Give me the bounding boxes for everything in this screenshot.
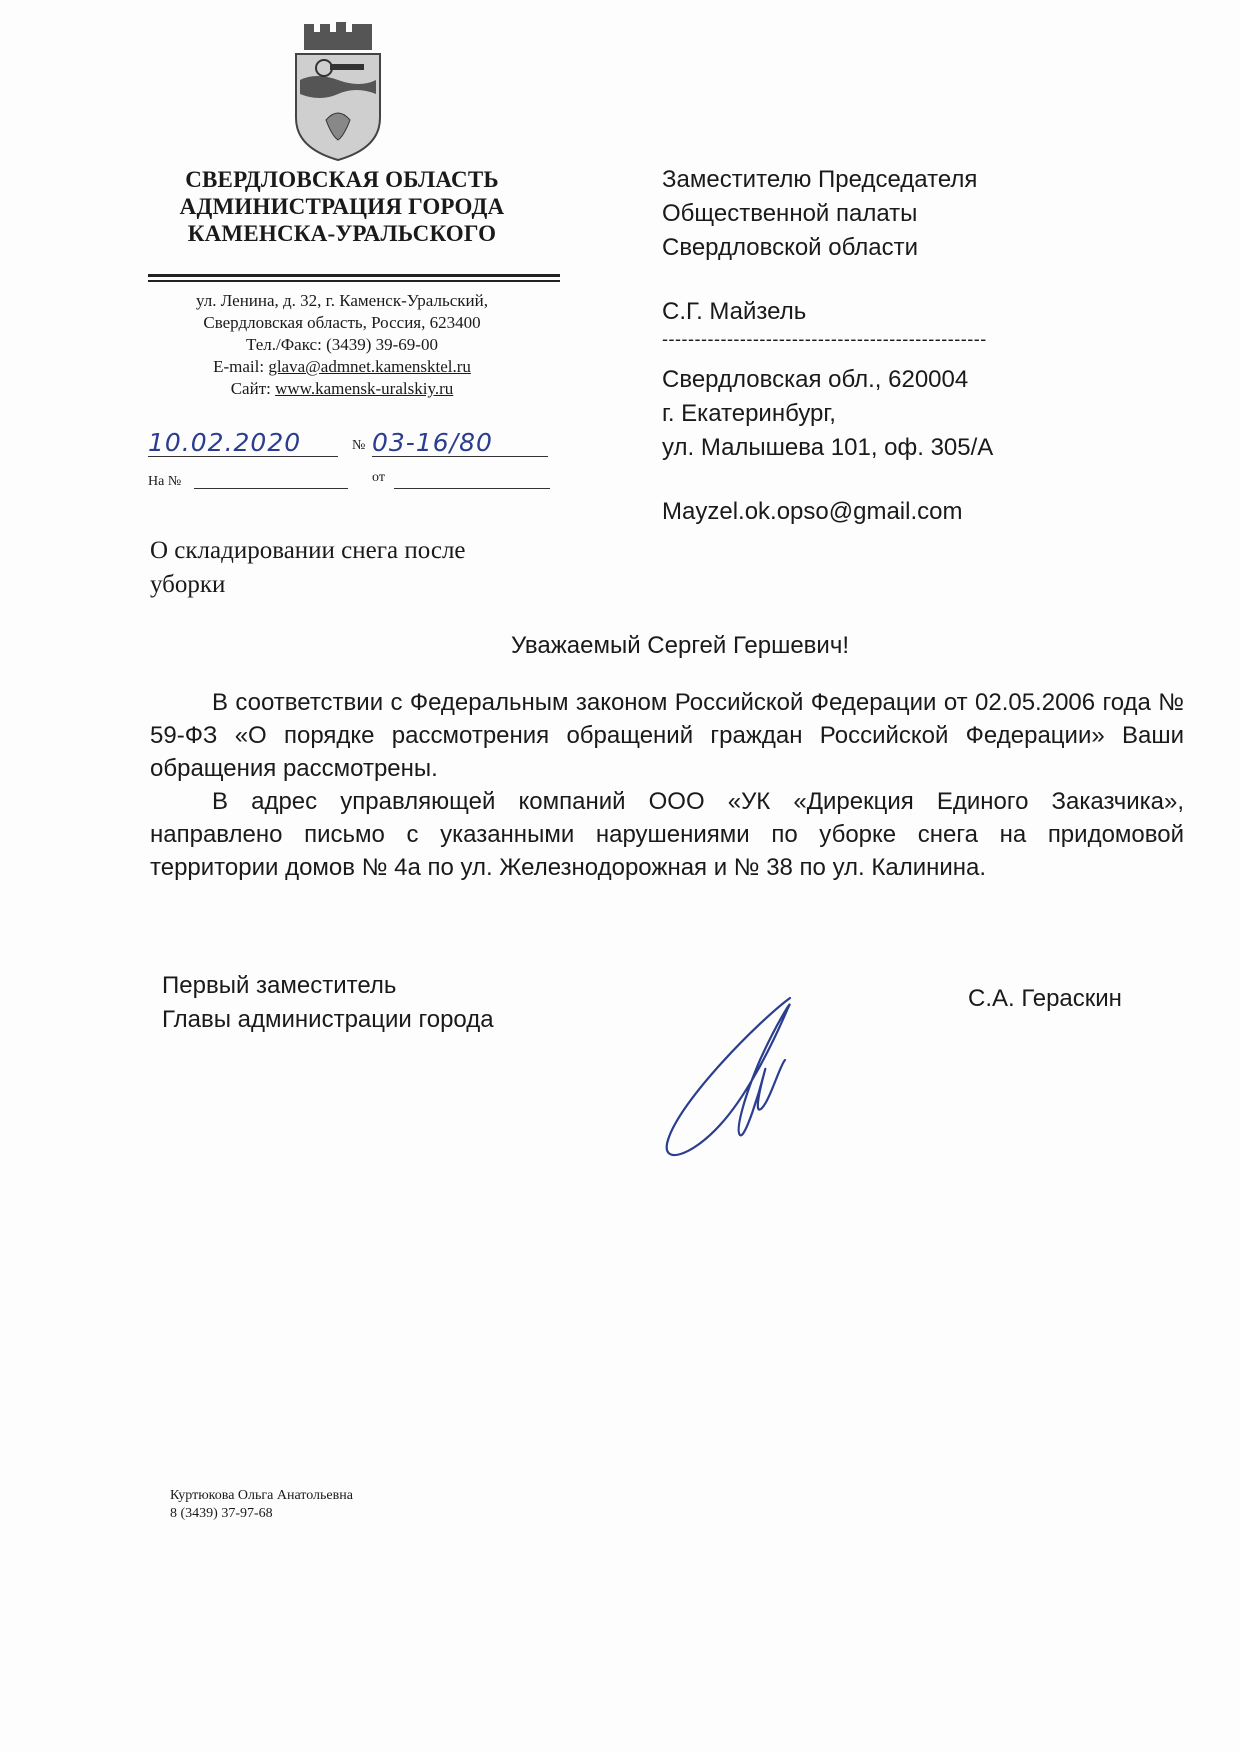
address-line: ул. Ленина, д. 32, г. Каменск-Уральский, — [196, 291, 488, 310]
subject-line: О складировании снега после — [150, 537, 466, 564]
phone-line — [150, 334, 534, 356]
subject-line: уборки — [150, 571, 226, 598]
recipient-address-line: Свердловская обл., 620004 — [662, 366, 969, 393]
organization-name — [150, 166, 534, 247]
body-paragraph: В адрес управляющей компаний ООО «УК «Дирекция Единого Заказчика», направлено письмо с указанными нарушениями по уборке снега на придомовой территории домов № 4а по ул. Железнодорожная и № 38 по ул. Калинина. — [150, 788, 1184, 881]
from-label: от — [372, 470, 385, 485]
recipient-address-line: ул. Малышева 101, оф. 305/А — [662, 434, 994, 461]
letterhead-divider-thick — [148, 274, 560, 277]
email-link[interactable]: glava@admnet.kamensktel.ru — [268, 357, 471, 376]
position-line: Первый заместитель — [162, 972, 397, 999]
letter-subject — [150, 534, 530, 602]
outgoing-date-field — [148, 428, 348, 458]
handwritten-signature — [650, 990, 810, 1160]
position-line: Главы администрации города — [162, 1006, 494, 1033]
site-link[interactable]: www.kamensk-uralskiy.ru — [275, 379, 454, 398]
signatory-name: С.А. Гераскин — [968, 985, 1122, 1012]
phone-value: (3439) 39-69-00 — [326, 335, 438, 354]
recipient-block — [662, 163, 1182, 529]
recipient-separator: -------------------------------------------------- — [662, 329, 987, 349]
recipient-address-line: г. Екатеринбург, — [662, 400, 836, 427]
number-label: № — [352, 438, 366, 453]
email-line — [150, 356, 534, 378]
reply-number-line — [194, 488, 348, 489]
executor-name: Куртюкова Ольга Анатольевна — [170, 1488, 353, 1503]
number-underline — [372, 456, 548, 457]
recipient-name: С.Г. Майзель — [662, 298, 807, 325]
site-label: Сайт: — [230, 379, 271, 398]
signatory-position — [162, 969, 582, 1037]
org-line: КАМЕНСКА-УРАЛЬСКОГО — [187, 221, 497, 246]
org-line: СВЕРДЛОВСКАЯ ОБЛАСТЬ — [185, 167, 499, 192]
site-line — [150, 378, 534, 400]
address-line: Свердловская область, Россия, 623400 — [203, 313, 481, 332]
recipient-line: Заместителю Председателя — [662, 166, 978, 193]
executor-block — [170, 1487, 570, 1523]
letter-body — [150, 686, 1184, 884]
letterhead-contacts — [150, 290, 534, 400]
date-underline — [148, 456, 338, 457]
coat-of-arms-icon — [286, 22, 390, 162]
org-line: АДМИНИСТРАЦИЯ ГОРОДА — [179, 194, 505, 219]
recipient-email[interactable]: Mayzel.ok.opso@gmail.com — [662, 498, 963, 525]
executor-phone: 8 (3439) 37-97-68 — [170, 1506, 273, 1521]
letterhead-divider-thin — [148, 280, 560, 282]
outgoing-date: 10.02.2020 — [148, 428, 302, 457]
recipient-line: Общественной палаты — [662, 200, 918, 227]
reply-label: На № — [148, 474, 182, 489]
outgoing-number: 03-16/80 — [372, 428, 493, 457]
recipient-line: Свердловской области — [662, 234, 919, 261]
reply-date-line — [394, 488, 550, 489]
phone-label: Тел./Факс: — [246, 335, 322, 354]
body-paragraph: В соответствии с Федеральным законом Российской Федерации от 02.05.2006 года № 59-ФЗ «О порядке рассмотрения обращений граждан Российской Федерации» Ваши обращения рассмотрены. — [150, 689, 1184, 782]
outgoing-number-field — [372, 428, 550, 458]
email-label: E-mail: — [213, 357, 265, 376]
greeting: Уважаемый Сергей Гершевич! — [511, 632, 849, 659]
